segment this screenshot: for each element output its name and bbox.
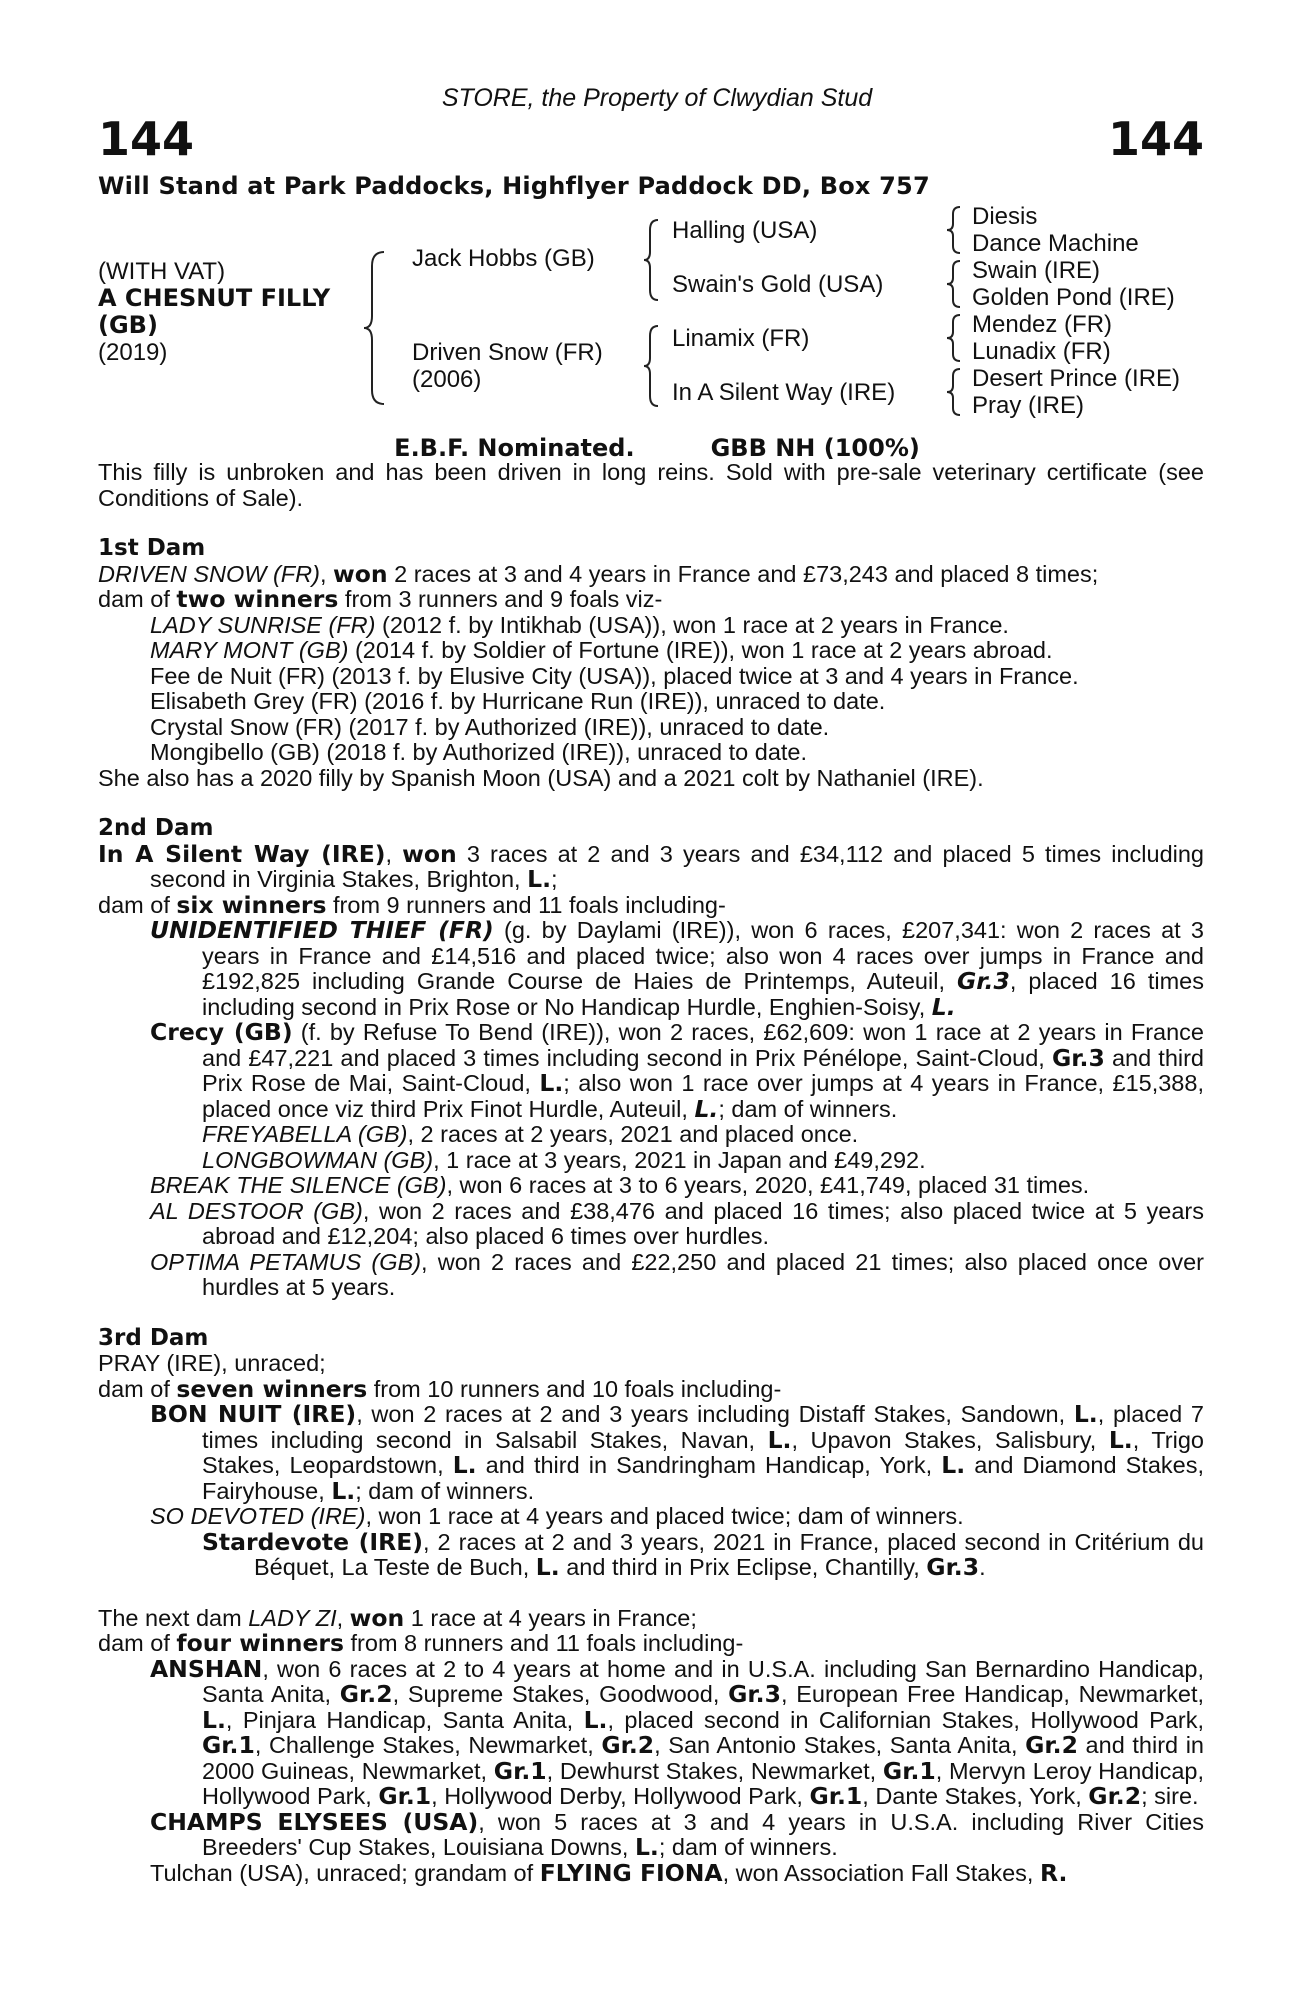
- text: , Challenge Stakes, Newmarket,: [254, 1732, 602, 1758]
- listed-mark: L.: [694, 1094, 719, 1123]
- text: , placed second in Californian Stakes, Hollywood Park,: [607, 1706, 1204, 1733]
- sale-note: This filly is unbroken and has been driven in long reins. Sold with pre-sale veterinary certificate (see Conditions of Sale).: [98, 459, 1204, 511]
- group-mark: Gr.3: [1051, 1043, 1105, 1072]
- next-dam-name: LADY ZI: [248, 1604, 337, 1631]
- stand-location: Will Stand at Park Paddocks, Highflyer Paddock DD, Box 757: [98, 172, 930, 200]
- pedigree-gen3-7: Desert Prince (IRE): [972, 365, 1181, 392]
- text: , Hollywood Derby, Hollywood Park,: [431, 1783, 810, 1809]
- produce-name: SO DEVOTED (IRE): [150, 1503, 366, 1529]
- group-mark: Gr.2: [1025, 1731, 1078, 1759]
- foal-entry: Elisabeth Grey (FR) (2016 f. by Hurricane Run (IRE)), unraced to date.: [150, 688, 886, 714]
- nomination-line: [0, 434, 1314, 462]
- text: 3 races at 2 and 3 years and £34,112 and placed 5 times including second in Virginia Stakes, Brighton,: [150, 840, 1204, 892]
- text: , won 2 races and £22,250 and placed 21 times; also placed once over hurdles at 5 years.: [202, 1248, 1205, 1300]
- pedigree-gen3-1: Diesis: [972, 203, 1038, 230]
- listed-mark: L.: [634, 1833, 659, 1861]
- text: dam of: [98, 891, 177, 918]
- produce-name: UNIDENTIFIED THIEF (FR): [150, 916, 494, 944]
- produce-name: Crecy (GB): [150, 1018, 293, 1046]
- listed-mark: L.: [583, 1705, 608, 1734]
- text: , Supreme Stakes, Goodwood,: [392, 1681, 729, 1707]
- vat-label: (WITH VAT): [98, 258, 226, 285]
- won-label: won: [402, 839, 457, 868]
- group-mark: Gr.1: [882, 1756, 936, 1785]
- produce-entry: [98, 1199, 1204, 1250]
- group-mark: Gr.1: [493, 1756, 547, 1785]
- produce-entry: [98, 1250, 1204, 1301]
- won-label: won: [349, 1603, 405, 1632]
- group-mark: Gr.1: [202, 1731, 255, 1759]
- text: from 9 runners and 11 foals including-: [326, 891, 726, 918]
- listed-mark: L.: [941, 1451, 966, 1479]
- third-dam-produce-summary: [98, 1374, 1204, 1403]
- pedigree-brace-4a: [944, 204, 964, 256]
- produce-name: Stardevote (IRE): [202, 1527, 424, 1556]
- produce-entry: [98, 1807, 1204, 1861]
- text: , 2 races at 2 and 3 years, 2021 in France, placed second in Critérium du Béquet, La Teste de Buch,: [254, 1528, 1204, 1580]
- text: from 8 runners and 11 foals including-: [344, 1630, 744, 1656]
- foal-entry: [98, 638, 1204, 664]
- text: , placed 7 times including second in Salsabil Stakes, Navan,: [202, 1401, 1205, 1453]
- text: from 10 runners and 10 foals including-: [367, 1375, 782, 1402]
- text: and third in 2000 Guineas, Newmarket,: [202, 1732, 1204, 1784]
- foal-name: LADY SUNRISE (FR): [150, 611, 376, 638]
- listed-mark: L.: [331, 1476, 356, 1505]
- lot-number-right: 144: [1107, 112, 1204, 166]
- text: and third Prix Rose de Mai, Saint-Cloud,: [202, 1044, 1205, 1096]
- pedigree-gen3-6: Lunadix (FR): [972, 338, 1111, 365]
- next-dam-produce-summary: [98, 1631, 1204, 1657]
- lot-number-left: 144: [98, 112, 195, 166]
- winners-count: seven winners: [176, 1374, 368, 1403]
- pedigree-dam-sire: Linamix (FR): [672, 325, 810, 352]
- ebf-nominated: E.B.F. Nominated.: [394, 434, 635, 462]
- listed-mark: L.: [1108, 1425, 1133, 1454]
- pedigree-gen3-5: Mendez (FR): [972, 311, 1113, 338]
- pedigree-gen3-3: Swain (IRE): [972, 257, 1101, 284]
- listed-mark: L.: [535, 1553, 560, 1581]
- text: , won 6 races at 2 to 4 years at home and in U.S.A. including San Bernardino Handicap, Santa Anita,: [202, 1655, 1204, 1707]
- pedigree-sire-dam: Swain's Gold (USA): [672, 271, 884, 298]
- foal-entry: Fee de Nuit (FR) (2013 f. by Elusive City (USA)), placed twice at 3 and 4 years in France.: [150, 662, 1079, 689]
- won-label: won: [333, 559, 388, 588]
- pedigree-dam-dam: In A Silent Way (IRE): [672, 379, 896, 406]
- text: (f. by Refuse To Bend (IRE)), won 2 races, £62,609: won 1 race at 2 years in France and £47,221 and placed 3 times including second in Prix Pénélope, Saint-Cloud,: [202, 1019, 1204, 1071]
- grandproduce-entry: [98, 1527, 1204, 1581]
- text: , won Association Fall Stakes,: [722, 1859, 1040, 1886]
- text: , Trigo Stakes, Leopardstown,: [202, 1426, 1204, 1478]
- group-mark: Gr.2: [601, 1731, 655, 1759]
- listed-mark: L.: [452, 1451, 477, 1479]
- pedigree-gen3-2: Dance Machine: [972, 230, 1139, 257]
- text: dam of: [98, 1630, 177, 1656]
- group-mark: Gr.3: [926, 1553, 980, 1581]
- produce-entry: [98, 1020, 1204, 1122]
- text: , 1 race at 3 years, 2021 in Japan and £49,292.: [433, 1146, 926, 1173]
- pedigree-dam-year: (2006): [412, 366, 482, 393]
- catalogue-subtitle: STORE, the Property of Clwydian Stud: [441, 84, 873, 112]
- listed-mark: L.: [1073, 1400, 1098, 1428]
- text: , Dewhurst Stakes, Newmarket,: [546, 1757, 883, 1784]
- text: ;: [551, 866, 558, 892]
- text: The next dam: [98, 1604, 249, 1631]
- listed-mark: L.: [527, 865, 551, 893]
- produce-entry: [98, 1173, 1204, 1199]
- text: and third in Prix Eclipse, Chantilly,: [559, 1554, 927, 1580]
- produce-entry: [98, 918, 1204, 1020]
- text: and Diamond Stakes, Fairyhouse,: [202, 1452, 1204, 1504]
- pedigree-brace-sire: [640, 216, 664, 304]
- listed-mark: L.: [202, 1705, 226, 1734]
- listed-mark: L.: [767, 1425, 792, 1454]
- second-dam-produce-summary: [98, 890, 1204, 919]
- catalogue-body: [98, 460, 1204, 1886]
- winners-count: two winners: [176, 585, 339, 613]
- listed-mark: L.: [931, 992, 956, 1021]
- foal-entry: [98, 613, 1204, 639]
- gbb-note: GBB NH (100%): [710, 434, 920, 462]
- text: ,: [385, 840, 403, 867]
- text: , won 2 races at 2 and 3 years including Distaff Stakes, Sandown,: [356, 1401, 1074, 1427]
- text: dam of: [98, 1375, 177, 1402]
- group-mark: Gr.1: [378, 1782, 432, 1810]
- foal-name: MARY MONT (GB): [150, 637, 349, 663]
- winners-count: four winners: [176, 1629, 344, 1657]
- text: ; dam of winners.: [658, 1834, 838, 1860]
- pedigree-brace-4b: [944, 258, 964, 310]
- produce-entry: [98, 1858, 1204, 1887]
- second-dam-heading: 2nd Dam: [98, 815, 214, 841]
- text: .: [979, 1554, 986, 1580]
- pedigree-brace-4d: [944, 366, 964, 418]
- second-dam-name: In A Silent Way (IRE): [98, 839, 386, 868]
- grandproduce-entry: [98, 1122, 1204, 1148]
- produce-name: BON NUIT (IRE): [150, 1400, 357, 1428]
- first-dam-name: DRIVEN SNOW (FR): [98, 560, 320, 587]
- text: , Pinjara Handicap, Santa Anita,: [225, 1706, 584, 1733]
- second-dam-line: [98, 839, 1204, 893]
- horse-name: A CHESNUT FILLY: [98, 284, 331, 312]
- foal-entry: Crystal Snow (FR) (2017 f. by Authorized (IRE)), unraced to date.: [150, 713, 830, 740]
- first-dam-heading: 1st Dam: [98, 535, 206, 561]
- text: , placed 16 times including second in Prix Rose or No Handicap Hurdle, Enghien-Soisy,: [202, 968, 1205, 1020]
- text: , won 6 races at 3 to 6 years, 2020, £41,749, placed 31 times.: [446, 1172, 1090, 1198]
- text: Tulchan (USA), unraced; grandam of: [150, 1859, 540, 1886]
- produce-entry: [98, 1504, 1204, 1530]
- text: , won 2 races and £38,476 and placed 16 times; also placed twice at 5 years abroad and £12,204; also placed 6 times over hurdles.: [202, 1197, 1204, 1249]
- group-mark: Gr.1: [809, 1782, 863, 1810]
- pedigree-brace-dam: [640, 322, 664, 410]
- next-dam-line: [98, 1603, 1204, 1632]
- pedigree-sire: Jack Hobbs (GB): [412, 245, 595, 272]
- pedigree-brace-4c: [944, 312, 964, 364]
- text: 1 race at 4 years in France;: [404, 1604, 697, 1631]
- text: , won 5 races at 3 and 4 years in U.S.A. including River Cities Breeders' Cup Stakes, Louisiana Downs,: [202, 1808, 1204, 1860]
- text: , 2 races at 2 years, 2021 and placed once.: [407, 1121, 859, 1147]
- foal-record: (2012 f. by Intikhab (USA)), won 1 race at 2 years in France.: [375, 611, 1009, 638]
- pedigree-brace-main: [360, 248, 390, 408]
- text: ; sire.: [1141, 1783, 1199, 1809]
- produce-name: OPTIMA PETAMUS (GB): [150, 1248, 422, 1275]
- text: (g. by Daylami (IRE)), won 6 races, £207,341: won 2 races at 3 years in France and £14,516 and placed twice; also won 4 races over jumps in France and £192,825 including Grande Course de Haies de Printemps, Auteuil,: [202, 917, 1204, 994]
- horse-identity: [98, 258, 330, 366]
- produce-name: ANSHAN: [150, 1654, 263, 1683]
- restricted-mark: R.: [1040, 1858, 1068, 1887]
- text: ,: [336, 1604, 350, 1631]
- text: and third in Sandringham Handicap, York,: [476, 1452, 942, 1478]
- group-mark: Gr.3: [728, 1680, 781, 1708]
- text: ; dam of winners.: [355, 1477, 535, 1504]
- horse-year: (2019): [98, 339, 168, 366]
- third-dam-heading: 3rd Dam: [98, 1324, 209, 1351]
- produce-entry: [98, 1654, 1204, 1810]
- text: ; dam of winners.: [718, 1095, 898, 1122]
- text: , won 1 race at 4 years and placed twice; dam of winners.: [365, 1503, 964, 1529]
- produce-name: BREAK THE SILENCE (GB): [150, 1172, 447, 1198]
- first-dam-produce-summary: [98, 587, 1204, 613]
- text: dam of: [98, 586, 177, 612]
- produce-name: CHAMPS ELYSEES (USA): [150, 1807, 479, 1836]
- grandproduce-entry: [98, 1148, 1204, 1174]
- pedigree-dam: Driven Snow (FR): [412, 339, 603, 366]
- text: , Dante Stakes, York,: [862, 1783, 1089, 1809]
- winners-count: six winners: [176, 890, 327, 919]
- first-dam-record: 2 races at 3 and 4 years in France and £73,243 and placed 8 times;: [387, 560, 1099, 587]
- text: , Mervyn Leroy Handicap, Hollywood Park,: [202, 1757, 1204, 1809]
- text: , European Free Handicap, Newmarket,: [780, 1681, 1204, 1707]
- horse-origin: (GB): [98, 311, 158, 339]
- foal-entry: Mongibello (GB) (2018 f. by Authorized (IRE)), unraced to date.: [150, 739, 808, 765]
- first-dam-also: She also has a 2020 filly by Spanish Moon (USA) and a 2021 colt by Nathaniel (IRE).: [98, 764, 984, 791]
- produce-name: FREYABELLA (GB): [202, 1121, 408, 1147]
- produce-name: LONGBOWMAN (GB): [202, 1146, 434, 1173]
- group-mark: Gr.3: [957, 967, 1010, 995]
- foal-record: (2014 f. by Soldier of Fortune (IRE)), won 1 race at 2 years abroad.: [348, 637, 1053, 663]
- third-dam-line: PRAY (IRE), unraced;: [98, 1350, 326, 1376]
- produce-name: FLYING FIONA: [539, 1858, 723, 1887]
- listed-mark: L.: [539, 1069, 564, 1097]
- group-mark: Gr.2: [339, 1680, 393, 1708]
- text: , San Antonio Stakes, Santa Anita,: [654, 1732, 1026, 1758]
- produce-name: AL DESTOOR (GB): [150, 1197, 363, 1224]
- text: , Upavon Stakes, Salisbury,: [791, 1426, 1109, 1453]
- group-mark: Gr.2: [1088, 1782, 1142, 1810]
- pedigree-gen3-8: Pray (IRE): [972, 392, 1085, 419]
- pedigree-sire-sire: Halling (USA): [672, 217, 818, 244]
- first-dam-line: DRIVEN SNOW (FR), won 2 races at 3 and 4 years in France and £73,243 and placed 8 times;: [98, 559, 1099, 588]
- produce-entry: [98, 1402, 1204, 1504]
- text: from 3 runners and 9 foals viz-: [338, 586, 663, 612]
- pedigree-gen3-4: Golden Pond (IRE): [972, 284, 1175, 311]
- text: ; also won 1 race over jumps at 4 years in France, £15,388, placed once viz third Prix Finot Hurdle, Auteuil,: [202, 1070, 1204, 1122]
